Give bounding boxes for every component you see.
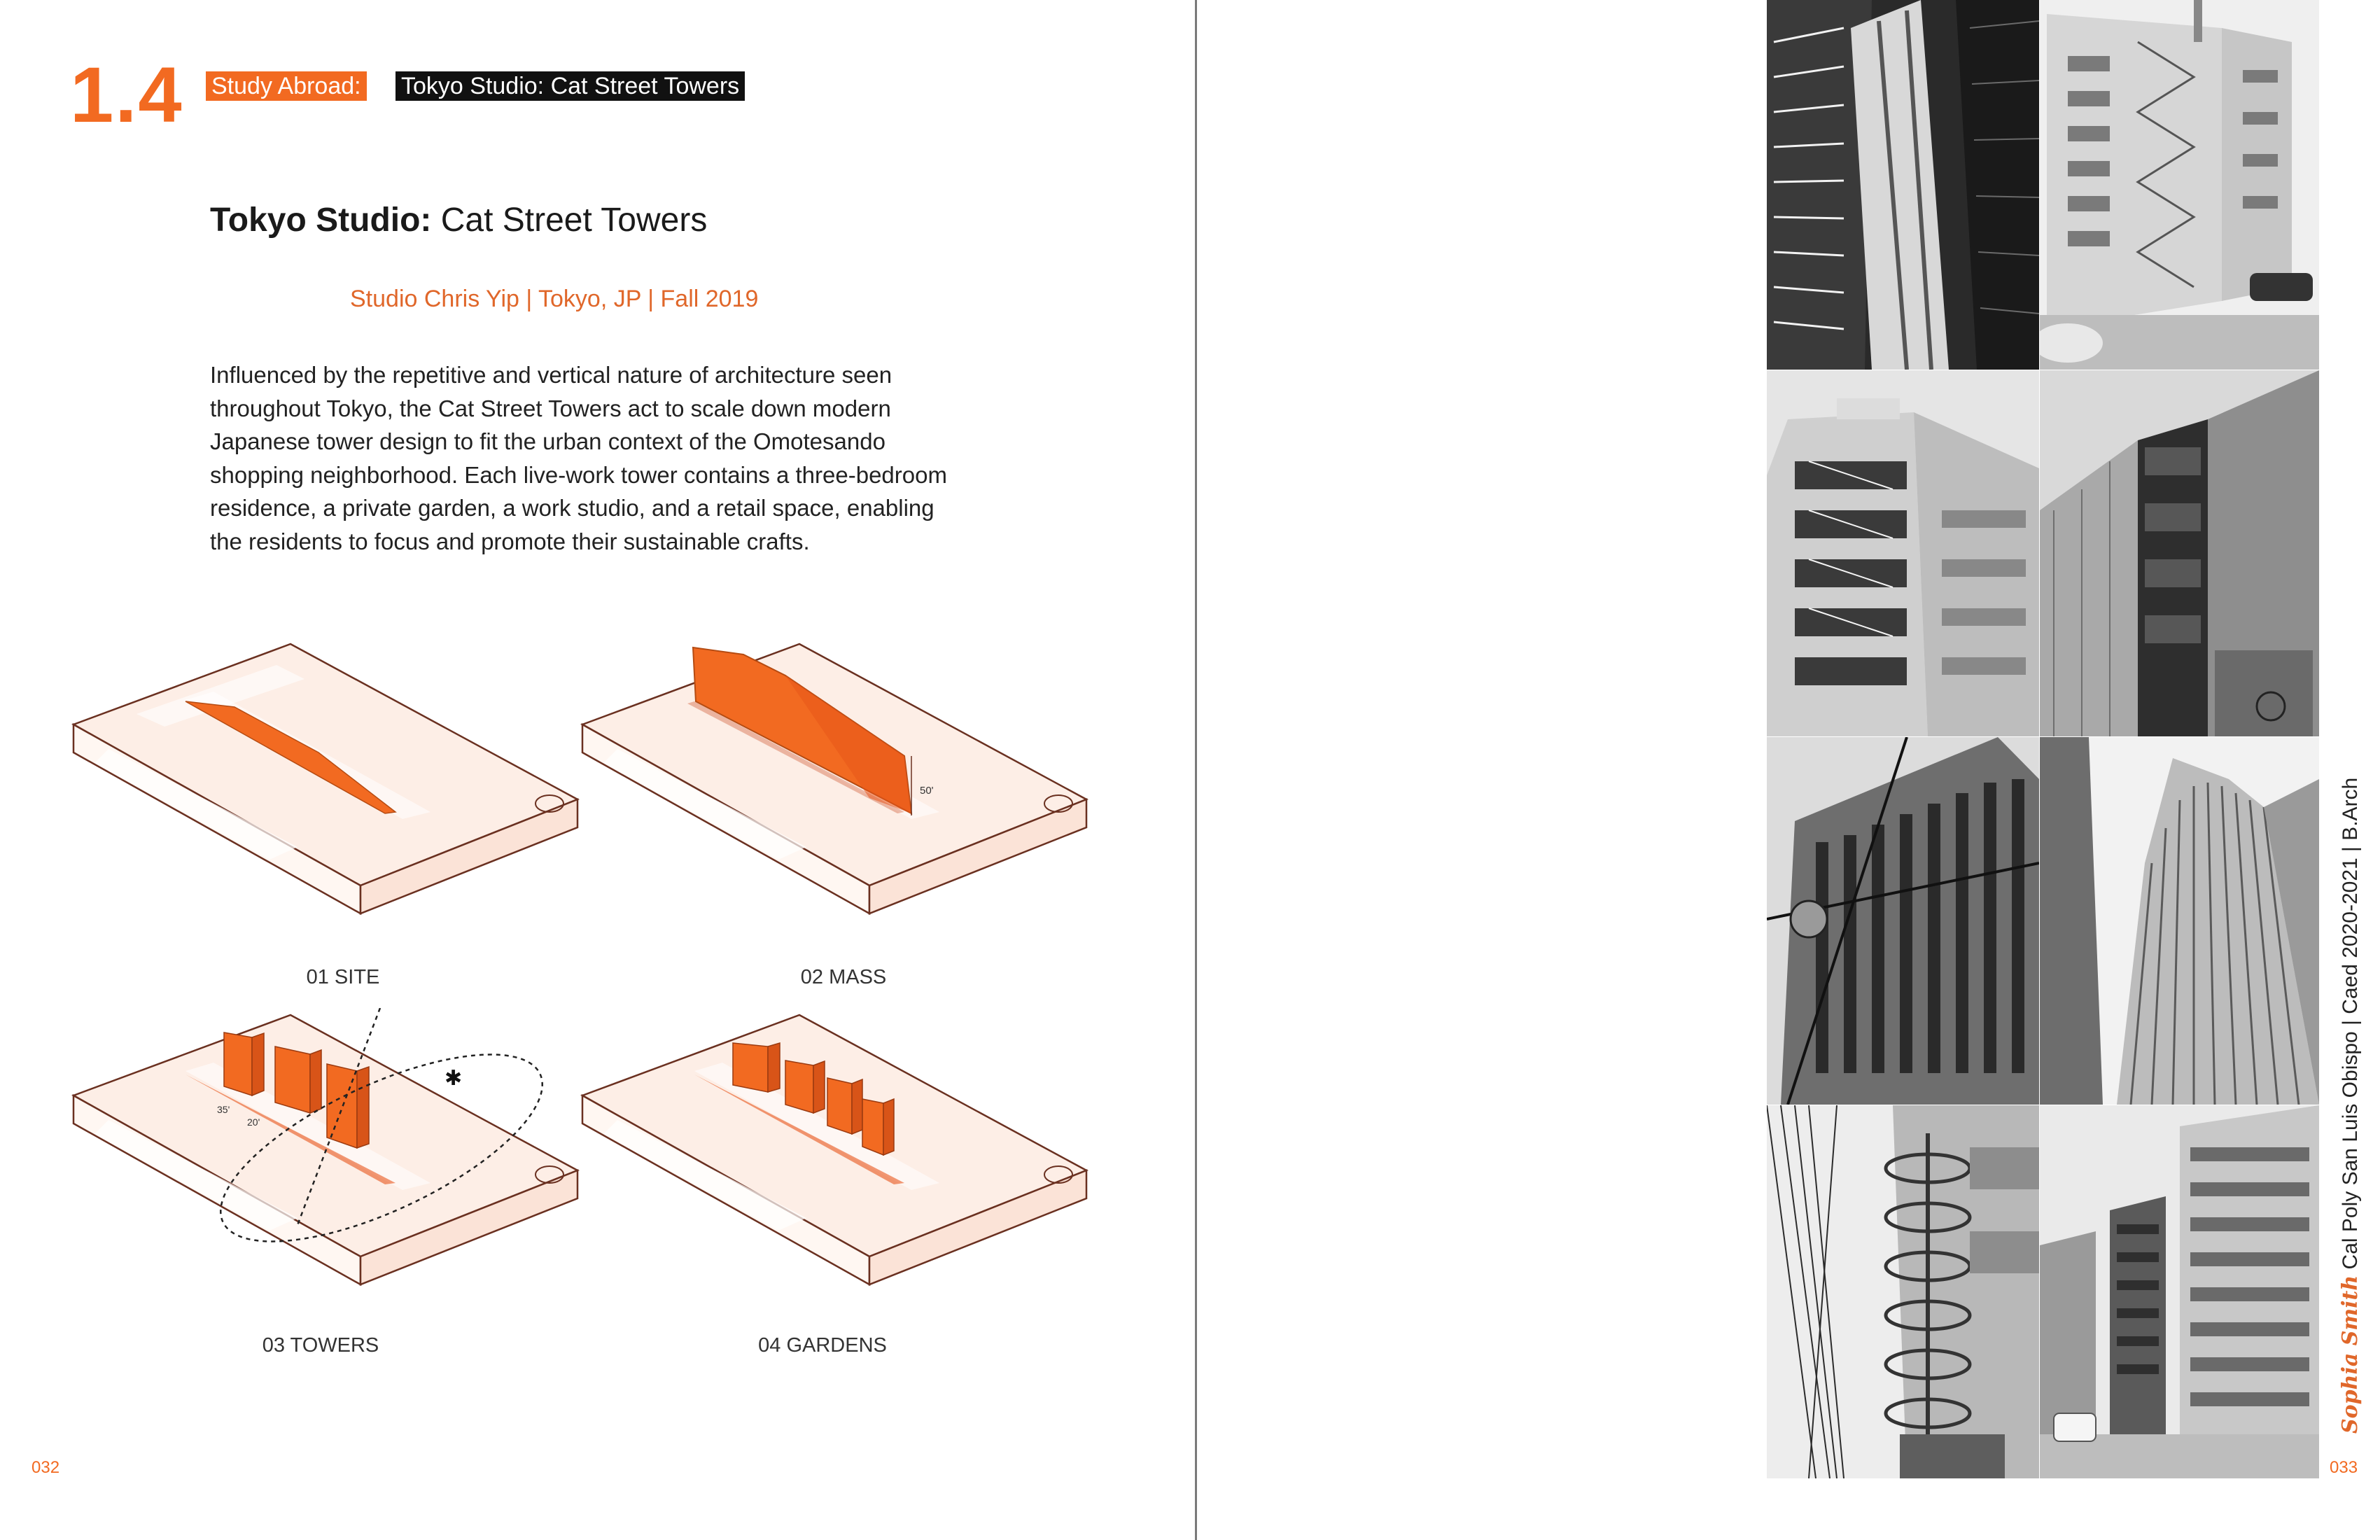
- page-number-right: 033: [2330, 1458, 2358, 1477]
- photo-stair-building: [2040, 0, 2319, 370]
- diagram-gardens: [575, 1008, 1093, 1337]
- photo-glass-stair-tower: [2040, 370, 2319, 736]
- signature: Sophia Smith: [2338, 1275, 2362, 1434]
- project-title-rest: Cat Street Towers: [431, 202, 708, 239]
- photo-tower-night: [1767, 0, 2039, 370]
- diagram-gardens-label: 04 GARDENS: [758, 1334, 887, 1357]
- photo-balcony-tower: [1767, 370, 2039, 736]
- photo-concrete-facade: [1767, 737, 2039, 1105]
- project-title-bold: Tokyo Studio:: [210, 202, 432, 239]
- mass-dimension: 50': [920, 785, 934, 797]
- page-number-left: 032: [31, 1458, 60, 1477]
- category-tag: Study Abroad:: [206, 71, 367, 101]
- footer-credits: Cal Poly San Luis Obispo | Caed 2020-2021 | B.Arch: [2339, 777, 2362, 1275]
- svg-text:✱: ✱: [444, 1066, 463, 1091]
- project-description: Influenced by the repetitive and vertical nature of architecture seen throughout Tokyo, the Cat Street Towers act to scale down modern Japanese tower design to fit the urban context of the Omotesando shopping neighborhood. Each live-work tower contains a three-bedroom residence, a private garden, a work studio, and a retail space, enabling the residents to focus and promote their sustainable crafts.: [210, 362, 947, 554]
- diagram-mass-label: 02 MASS: [800, 966, 887, 988]
- photo-vertical-fins-tower: [2040, 737, 2319, 1105]
- page-divider: [1195, 0, 1197, 1540]
- diagram-towers: [66, 1008, 584, 1337]
- diagram-mass: [575, 637, 1093, 966]
- diagram-site: [66, 637, 584, 966]
- section-number: 1.4: [70, 51, 183, 139]
- photo-spiral-stair: [1767, 1105, 2039, 1478]
- project-tag: Tokyo Studio: Cat Street Towers: [396, 71, 745, 101]
- project-title: [210, 200, 707, 241]
- towers-dimension-1: 35': [217, 1104, 230, 1115]
- towers-dimension-2: 20': [247, 1116, 260, 1128]
- project-subtitle: Studio Chris Yip | Tokyo, JP | Fall 2019: [350, 286, 759, 312]
- vertical-footer: [2337, 778, 2365, 1434]
- diagram-site-label: 01 SITE: [306, 966, 380, 988]
- diagram-towers-label: 03 TOWERS: [262, 1334, 379, 1357]
- photo-street-towers: [2040, 1105, 2319, 1478]
